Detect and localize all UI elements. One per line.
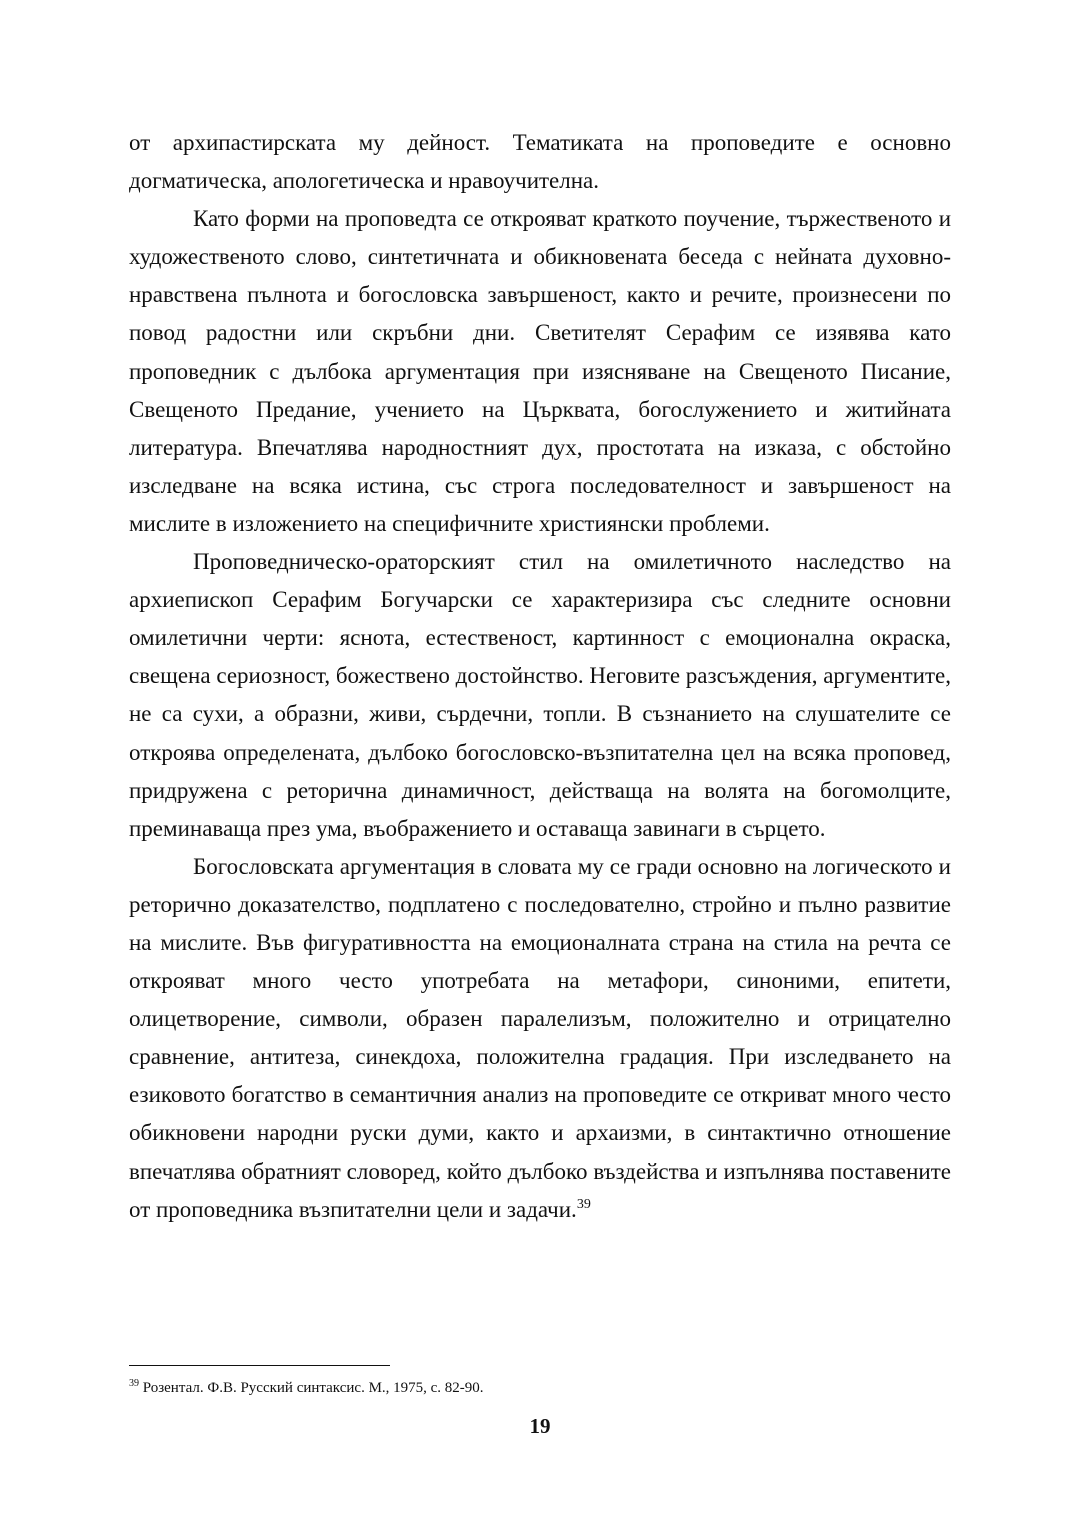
paragraph-1: от архипастирската му дейност. Тематиката на проповедите е основно догматическа, апологетическа и нравоучителна. <box>129 130 951 194</box>
paragraph-4 <box>129 848 951 1229</box>
footnote-text: Розентал. Ф.В. Русский синтаксис. М., 1975, с. 82-90. <box>142 1380 484 1396</box>
footnote-separator <box>129 1365 390 1366</box>
footnote-number: 39 <box>129 1378 139 1389</box>
paragraph-4-text: Богословската аргументация в словата му се гради основно на логическото и реторично доказателство, подплатено с последователно, стройно и пълно развитие на мислите. Във фигуративността на емоционалната страна на стила на речта се открояват много често употребата на метафори, синоними, епитети, олицетворение, символи, образен паралелизъм, положително и отрицателно сравнение, антитеза, синекдоха, положителна градация. При изследването на езиковото богатство в семантичния анализ на проповедите се откриват много често обикновени народни руски думи, както и архаизми, в синтактично отношение впечатлява обратният словоред, който дълбоко въздейства и изпълнява поставените от проповедника възпитателни цели и задачи. <box>129 853 951 1222</box>
page-body <box>129 124 951 1229</box>
footnote <box>129 1378 484 1398</box>
paragraph-3: Проповедническо-ораторският стил на омилетичното наследство на архиепископ Серафим Богучарски се характеризира със следните основни омилетични черти: яснота, естественост, картинност с емоционална окраска, свещена сериозност, божествено достойнство. Неговите разсъждения, аргументите, не са сухи, а образни, живи, сърдечни, топли. В съзнанието на слушателите се откроява определената, дълбоко богословско-възпитателна цел на всяка проповед, придружена с реторична динамичност, действаща на волята на богомолците, преминаваща през ума, въображението и оставаща завинаги в сърцето. <box>129 549 951 841</box>
page-number: 19 <box>529 1414 551 1438</box>
footnote-reference[interactable]: 39 <box>576 1196 591 1212</box>
paragraph-2: Като форми на проповедта се открояват краткото поучение, тържественото и художественото слово, синтетичната и обикновената беседа с нейната духовно-нравствена пълнота и богословска завършеност, както и речите, произнесени по повод радостни или скръбни дни. Светителят Серафим се изявява като проповедник с дълбока аргументация при изясняване на Свещеното Писание, Свещеното Предание, учението на Църквата, богослужението и житийната литература. Впечатлява народностният дух, простотата на изказа, с обстойно изследване на всяка истина, със строга последователност и завършеност на мислите в изложението на специфичните християнски проблеми. <box>129 206 951 536</box>
